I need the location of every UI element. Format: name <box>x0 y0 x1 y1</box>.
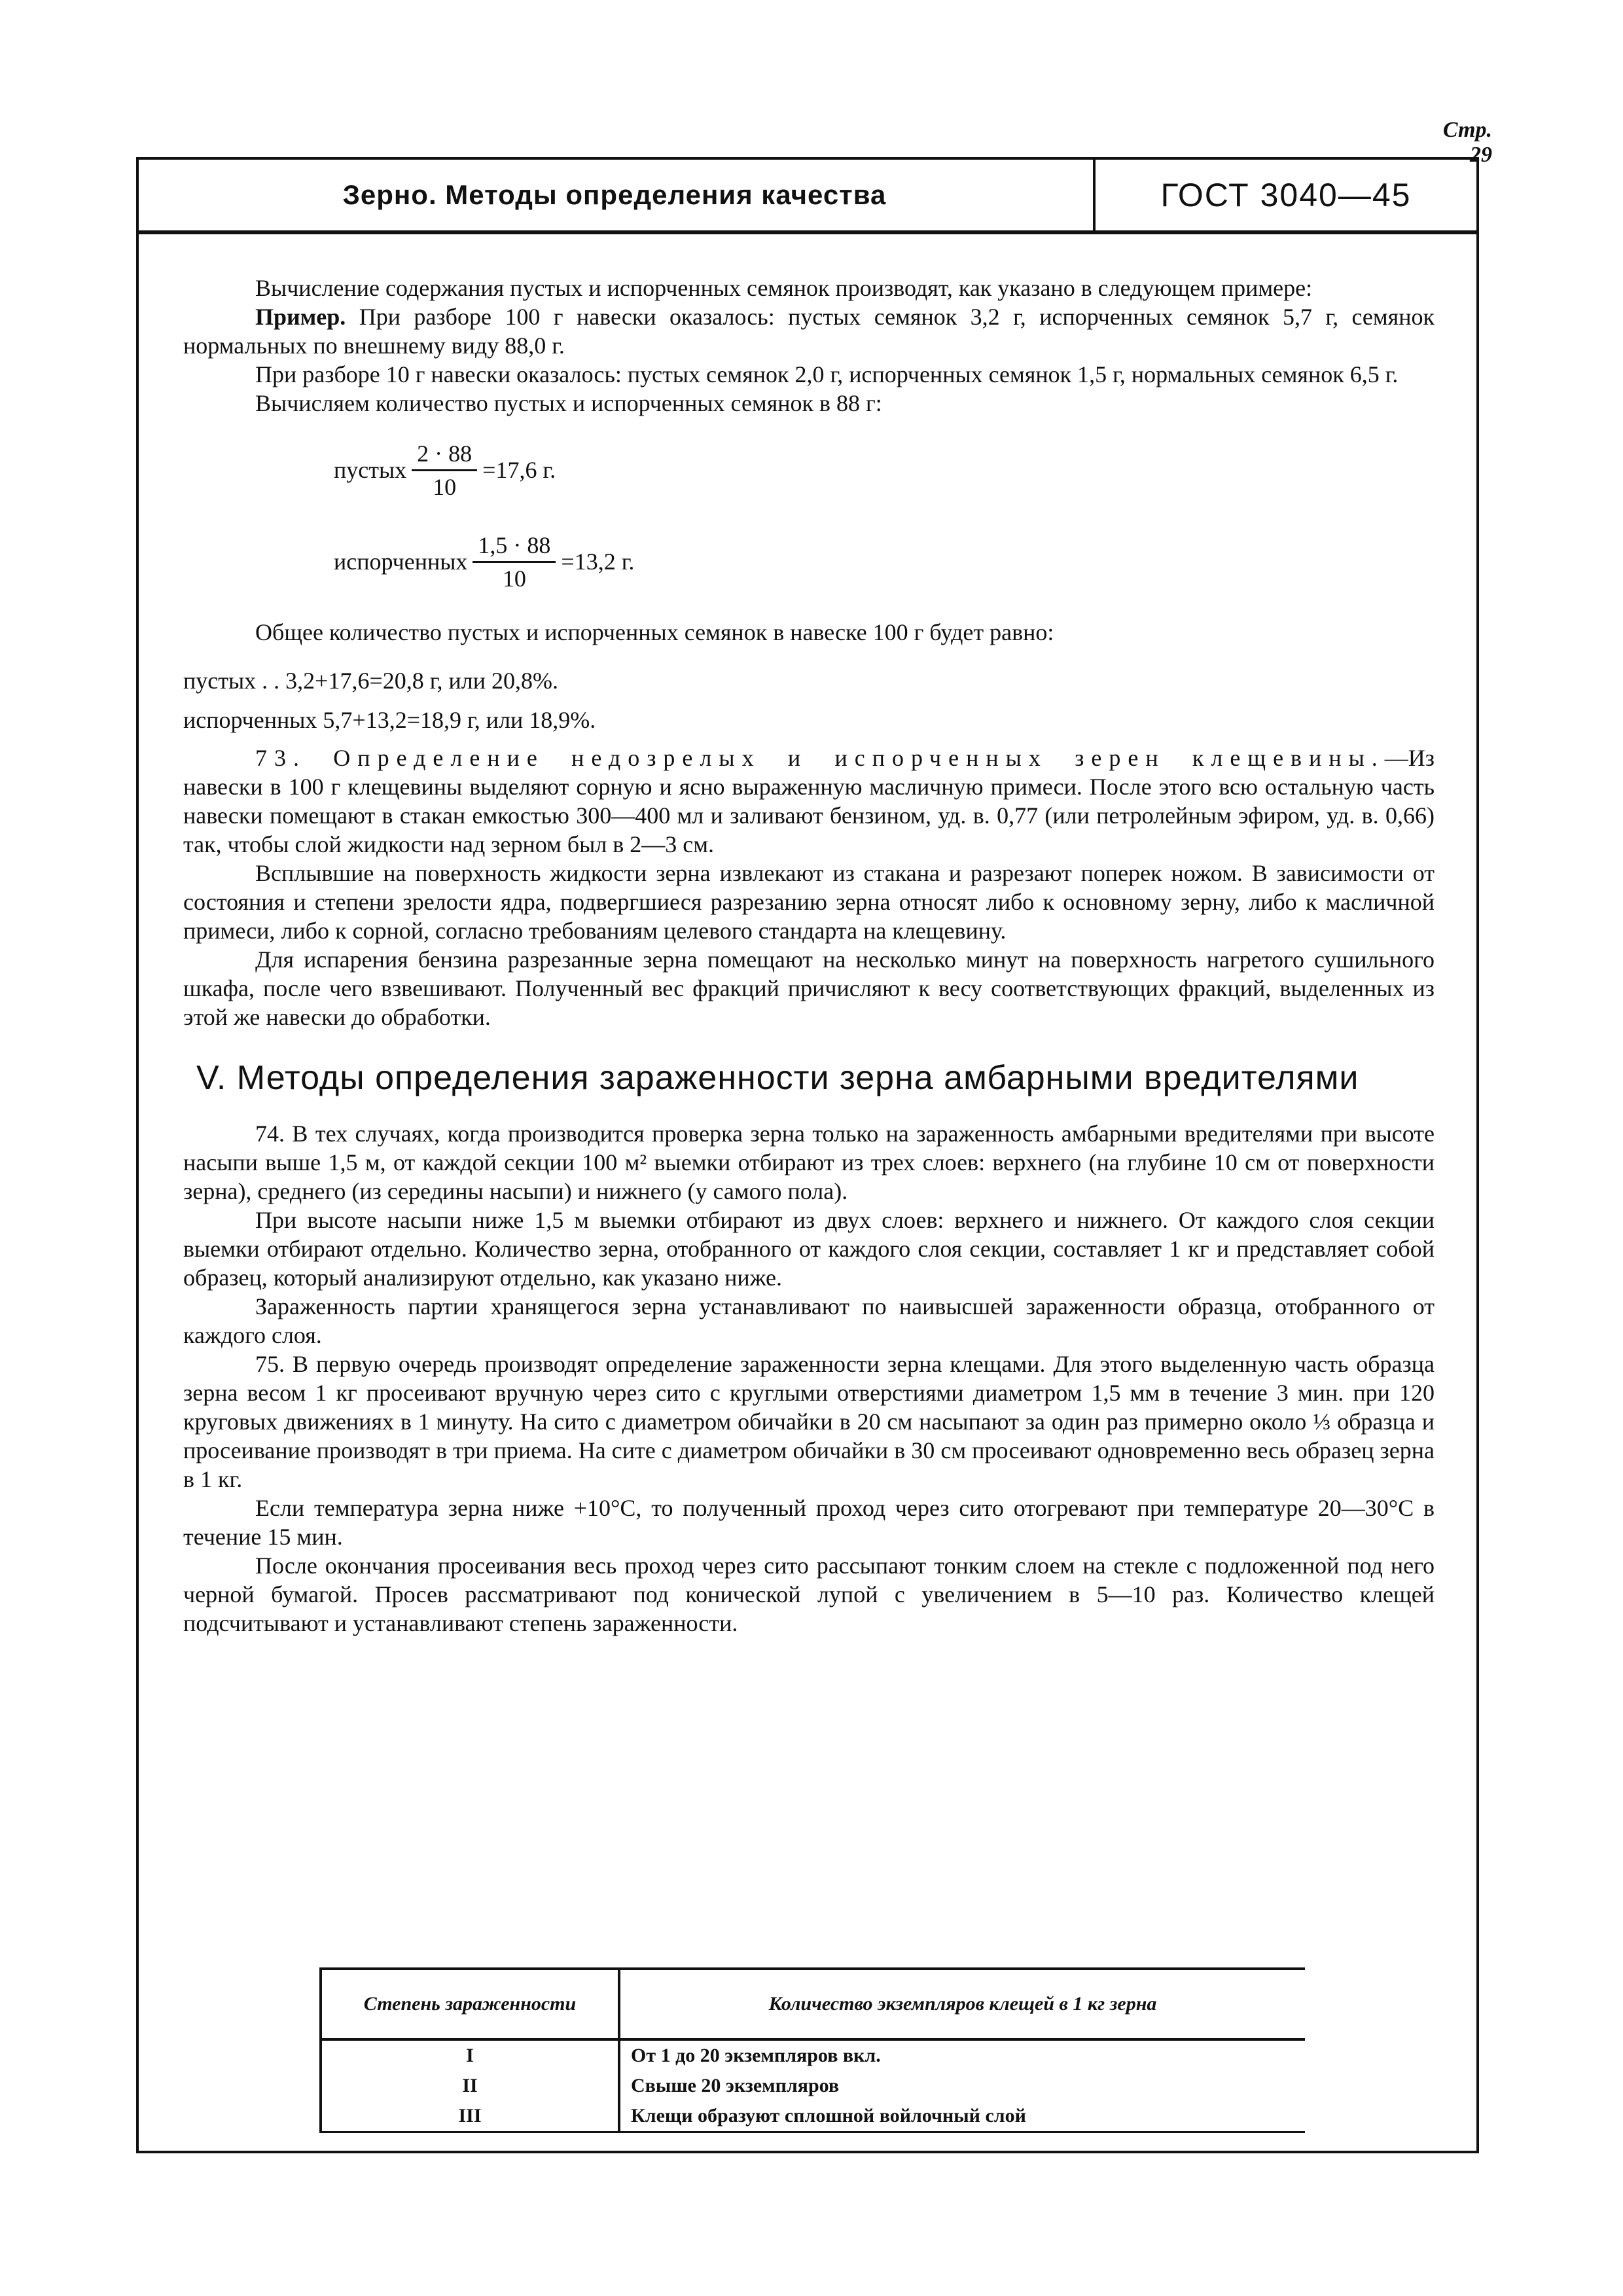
formula-spoiled-result: =13,2 г. <box>561 548 635 575</box>
table-cell-count: От 1 до 20 экземпляров вкл. <box>631 2045 881 2066</box>
total-paragraph: Общее количество пустых и испорченных семянок в навеске 100 г будет равно: <box>255 619 1054 645</box>
formula-spoiled-fraction <box>473 532 556 592</box>
table-row <box>321 2039 1305 2071</box>
formula-empty <box>334 431 1435 509</box>
formula-empty-denominator: 10 <box>433 473 457 500</box>
page-header <box>136 157 1479 234</box>
formula-empty-label: пустых <box>334 457 407 483</box>
section-75-paragraph-1: 75. В первую очередь производят определение зараженности зерна клещами. Для этого выделенную часть образца зерна весом 1 кг просеивают вручную через сито с круглыми отверстиями диаметром 1,5 мм в течение 3 мин. при 120 круговых движениях в 1 минуту. На сито с диаметром обичайки в 20 см насыпают за один раз примерно около ⅓ образца и просеивание производят в три приема. На сите с диаметром обичайки в 30 см просеивают одновременно весь образец зерна в 1 кг. <box>183 1351 1435 1492</box>
document-body <box>183 274 1435 1638</box>
section-73-paragraph <box>183 744 1435 859</box>
table-row <box>321 2071 1305 2101</box>
section-74-paragraph-2: При высоте насыпи ниже 1,5 м выемки отбирают из двух слоев: верхнего и нижнего. От каждого слоя секции выемки отбирают отдельно. Количество зерна, отобранного от каждого слоя секции, составляет 1 кг и представляет собой образец, который анализируют отдельно, как указано ниже. <box>183 1207 1435 1291</box>
total-empty-line: пустых . . 3,2+17,6=20,8 г, или 20,8%. <box>183 668 558 694</box>
section-73-text: —Из навески в 100 г клещевины выделяют сорную и ясно выраженную масличную примеси. После этого всю остальную часть навески помещают в стакан емкостью 300—400 мл и заливают бензином, уд. в. 0,77 (или петролейным эфиром, уд. в. 0,66) так, чтобы слой жидкости над зерном был в 2—3 см. <box>183 745 1435 857</box>
section-74-paragraph-1: 74. В тех случаях, когда производится проверка зерна только на зараженность амбарными вредителями при высоте насыпи выше 1,5 м, от каждой секции 100 м² выемки отбирают из трех слоев: верхнего (на глубине 10 см от поверхности зерна), среднего (из середины насыпи) и нижнего (у самого пола). <box>183 1121 1435 1204</box>
table-cell-degree: II <box>321 2071 619 2101</box>
table-cell-count: Клещи образуют сплошной войлочный слой <box>619 2101 1305 2132</box>
table-cell-count: Свыше 20 экземпляров <box>631 2075 840 2096</box>
section-75-paragraph-3: После окончания просеивания весь проход через сито рассыпают тонким слоем на стекле с подложенной под него черной бумагой. Просев рассматривают под конической лупой с увеличением в 5—10 раз. Количество клещей подсчитывают и устанавливают степень зараженности. <box>183 1552 1435 1636</box>
infestation-table <box>319 1967 1305 2133</box>
formula-spoiled-denominator: 10 <box>502 565 526 592</box>
table-header-row <box>321 1969 1305 2039</box>
header-standard: ГОСТ 3040—45 <box>1160 177 1412 213</box>
table-cell-degree: I <box>321 2039 619 2071</box>
section-73-title: 73. Определение недозрелых и испорченных зерен клещевины. <box>255 745 1385 771</box>
total-spoiled-line: испорченных 5,7+13,2=18,9 г, или 18,9%. <box>183 707 596 733</box>
example-paragraph-2: При разборе 10 г навески оказалось: пустых семянок 2,0 г, испорченных семянок 1,5 г, нормальных семянок 6,5 г. <box>255 361 1399 387</box>
section-73-paragraph-2: Всплывшие на поверхность жидкости зерна извлекают из стакана и разрезают поперек ножом. В зависимости от состояния и степени зрелости ядра, подвергшиеся разрезанию зерна относят либо к основному зерну, либо к масличной примеси, либо к сорной, согласно требованиям целевого стандарта на клещевину. <box>183 860 1435 944</box>
section-74-paragraph-3: Зараженность партии хранящегося зерна устанавливают по наивысшей зараженности образца, отобранного от каждого слоя. <box>183 1293 1435 1348</box>
example-paragraph-3: Вычисляем количество пустых и испорченных семянок в 88 г: <box>255 390 882 416</box>
formula-empty-result: =17,6 г. <box>482 457 556 483</box>
example-text-1: При разборе 100 г навески оказалось: пустых семянок 3,2 г, испорченных семянок 5,7 г, семянок нормальных по внешнему виду 88,0 г. <box>183 304 1435 359</box>
intro-paragraph: Вычисление содержания пустых и испорченных семянок производят, как указано в следующем примере: <box>255 275 1313 301</box>
formula-empty-numerator: 2 · 88 <box>412 440 477 471</box>
page-number: Стр. 29 <box>1442 118 1492 167</box>
table-cell-degree: III <box>321 2101 619 2132</box>
section-v-heading: V. Методы определения зараженности зерна амбарными вредителями <box>196 1059 1359 1097</box>
table-header-count: Количество экземпляров клещей в 1 кг зерна <box>619 1969 1305 2039</box>
formula-spoiled <box>334 522 1435 601</box>
formula-spoiled-numerator: 1,5 · 88 <box>473 532 556 563</box>
table-header-degree: Степень зараженности <box>321 1969 619 2039</box>
section-75-paragraph-2: Если температура зерна ниже +10°С, то полученный проход через сито отогревают при температуре 20—30°С в течение 15 мин. <box>183 1495 1435 1550</box>
header-title: Зерно. Методы определения качества <box>136 160 1096 230</box>
section-73-paragraph-3: Для испарения бензина разрезанные зерна помещают на несколько минут на поверхность нагретого сушильного шкафа, после чего взвешивают. Полученный вес фракций причисляют к весу соответствующих фракций, выделенных из этой же навески до обработки. <box>183 946 1435 1030</box>
example-paragraph-1 <box>183 302 1435 360</box>
formula-spoiled-label: испорченных <box>334 548 468 575</box>
table-row <box>321 2101 1305 2132</box>
formula-empty-fraction <box>412 440 477 500</box>
example-label: Пример. <box>255 304 346 330</box>
